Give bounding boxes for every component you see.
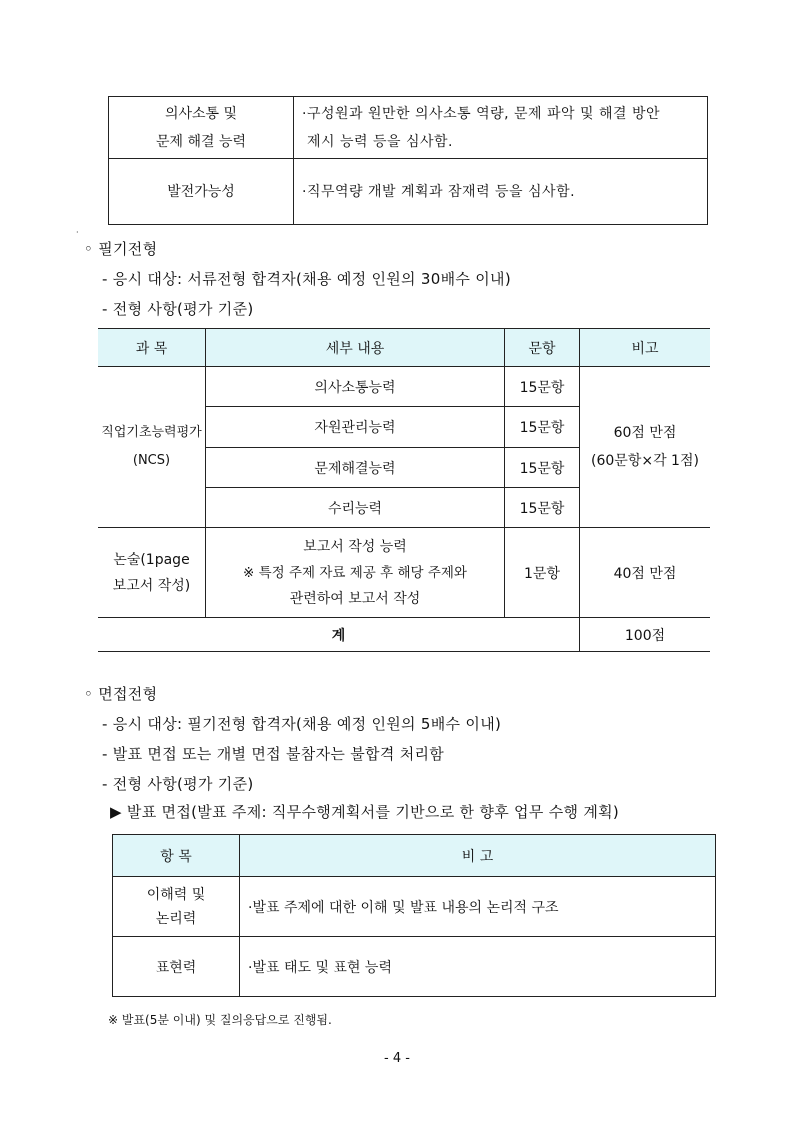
header-remark: 비 고 [240, 835, 716, 877]
interview-remark: ·발표 주제에 대한 이해 및 발표 내용의 논리적 구조 [240, 877, 716, 937]
header-subject: 과 목 [98, 329, 206, 367]
total-label: 계 [98, 618, 580, 652]
essay-subject: 논술(1page 보고서 작성) [98, 528, 206, 618]
ncs-detail: 수리능력 [206, 488, 505, 528]
interview-remark: ·발표 태도 및 표현 능력 [240, 937, 716, 997]
page-number: - 4 - [384, 1051, 410, 1066]
ncs-items: 15문항 [505, 407, 580, 448]
interview-target: - 응시 대상: 필기전형 합격자(채용 예정 인원의 5배수 이내) [102, 715, 502, 733]
presentation-heading: ▶ 발표 면접(발표 주제: 직무수행계획서를 기반으로 한 향후 업무 수행 계획) [110, 803, 620, 821]
header-detail: 세부 내용 [206, 329, 505, 367]
header-items: 문항 [505, 329, 580, 367]
interview-note: ※ 발표(5분 이내) 및 질의응답으로 진행됨. [108, 1013, 332, 1027]
written-exam-table [98, 328, 710, 652]
criteria-desc-communication: ·구성원과 원만한 의사소통 역량, 문제 파악 및 해결 방안 제시 능력 등을 심사함. [294, 97, 708, 159]
evaluation-criteria-table [108, 96, 708, 225]
interview-absent: - 발표 면접 또는 개별 면접 불참자는 불합격 처리함 [102, 745, 445, 763]
criteria-label-potential: 발전가능성 [109, 159, 294, 225]
essay-detail: 보고서 작성 능력 ※ 특정 주제 자료 제공 후 해당 주제와 관련하여 보고서 작성 [206, 528, 505, 618]
interview-heading: ◦ 면접전형 [84, 685, 158, 703]
interview-item: 이해력 및 논리력 [113, 877, 240, 937]
ncs-detail: 자원관리능력 [206, 407, 505, 448]
criteria-desc-potential: ·직무역량 개발 계획과 잠재력 등을 심사함. [294, 159, 708, 225]
written-target: - 응시 대상: 서류전형 합격자(채용 예정 인원의 30배수 이내) [102, 270, 511, 288]
total-value: 100점 [580, 618, 711, 652]
ncs-detail: 문제해결능력 [206, 448, 505, 488]
interview-criteria: - 전형 사항(평가 기준) [102, 775, 254, 793]
header-item: 항 목 [113, 835, 240, 877]
written-heading: ◦ 필기전형 [84, 240, 158, 258]
ncs-items: 15문항 [505, 488, 580, 528]
essay-items: 1문항 [505, 528, 580, 618]
header-remark: 비고 [580, 329, 711, 367]
ncs-items: 15문항 [505, 448, 580, 488]
interview-table [112, 834, 716, 997]
ncs-remark: 60점 만점 (60문항×각 1점) [580, 367, 711, 528]
ncs-subject: 직업기초능력평가 (NCS) [98, 367, 206, 528]
criteria-label-communication: 의사소통 및 문제 해결 능력 [109, 97, 294, 159]
written-criteria: - 전형 사항(평가 기준) [102, 300, 254, 318]
ncs-items: 15문항 [505, 367, 580, 407]
interview-item: 표현력 [113, 937, 240, 997]
essay-remark: 40점 만점 [580, 528, 711, 618]
stray-dot: · [76, 228, 79, 237]
ncs-detail: 의사소통능력 [206, 367, 505, 407]
